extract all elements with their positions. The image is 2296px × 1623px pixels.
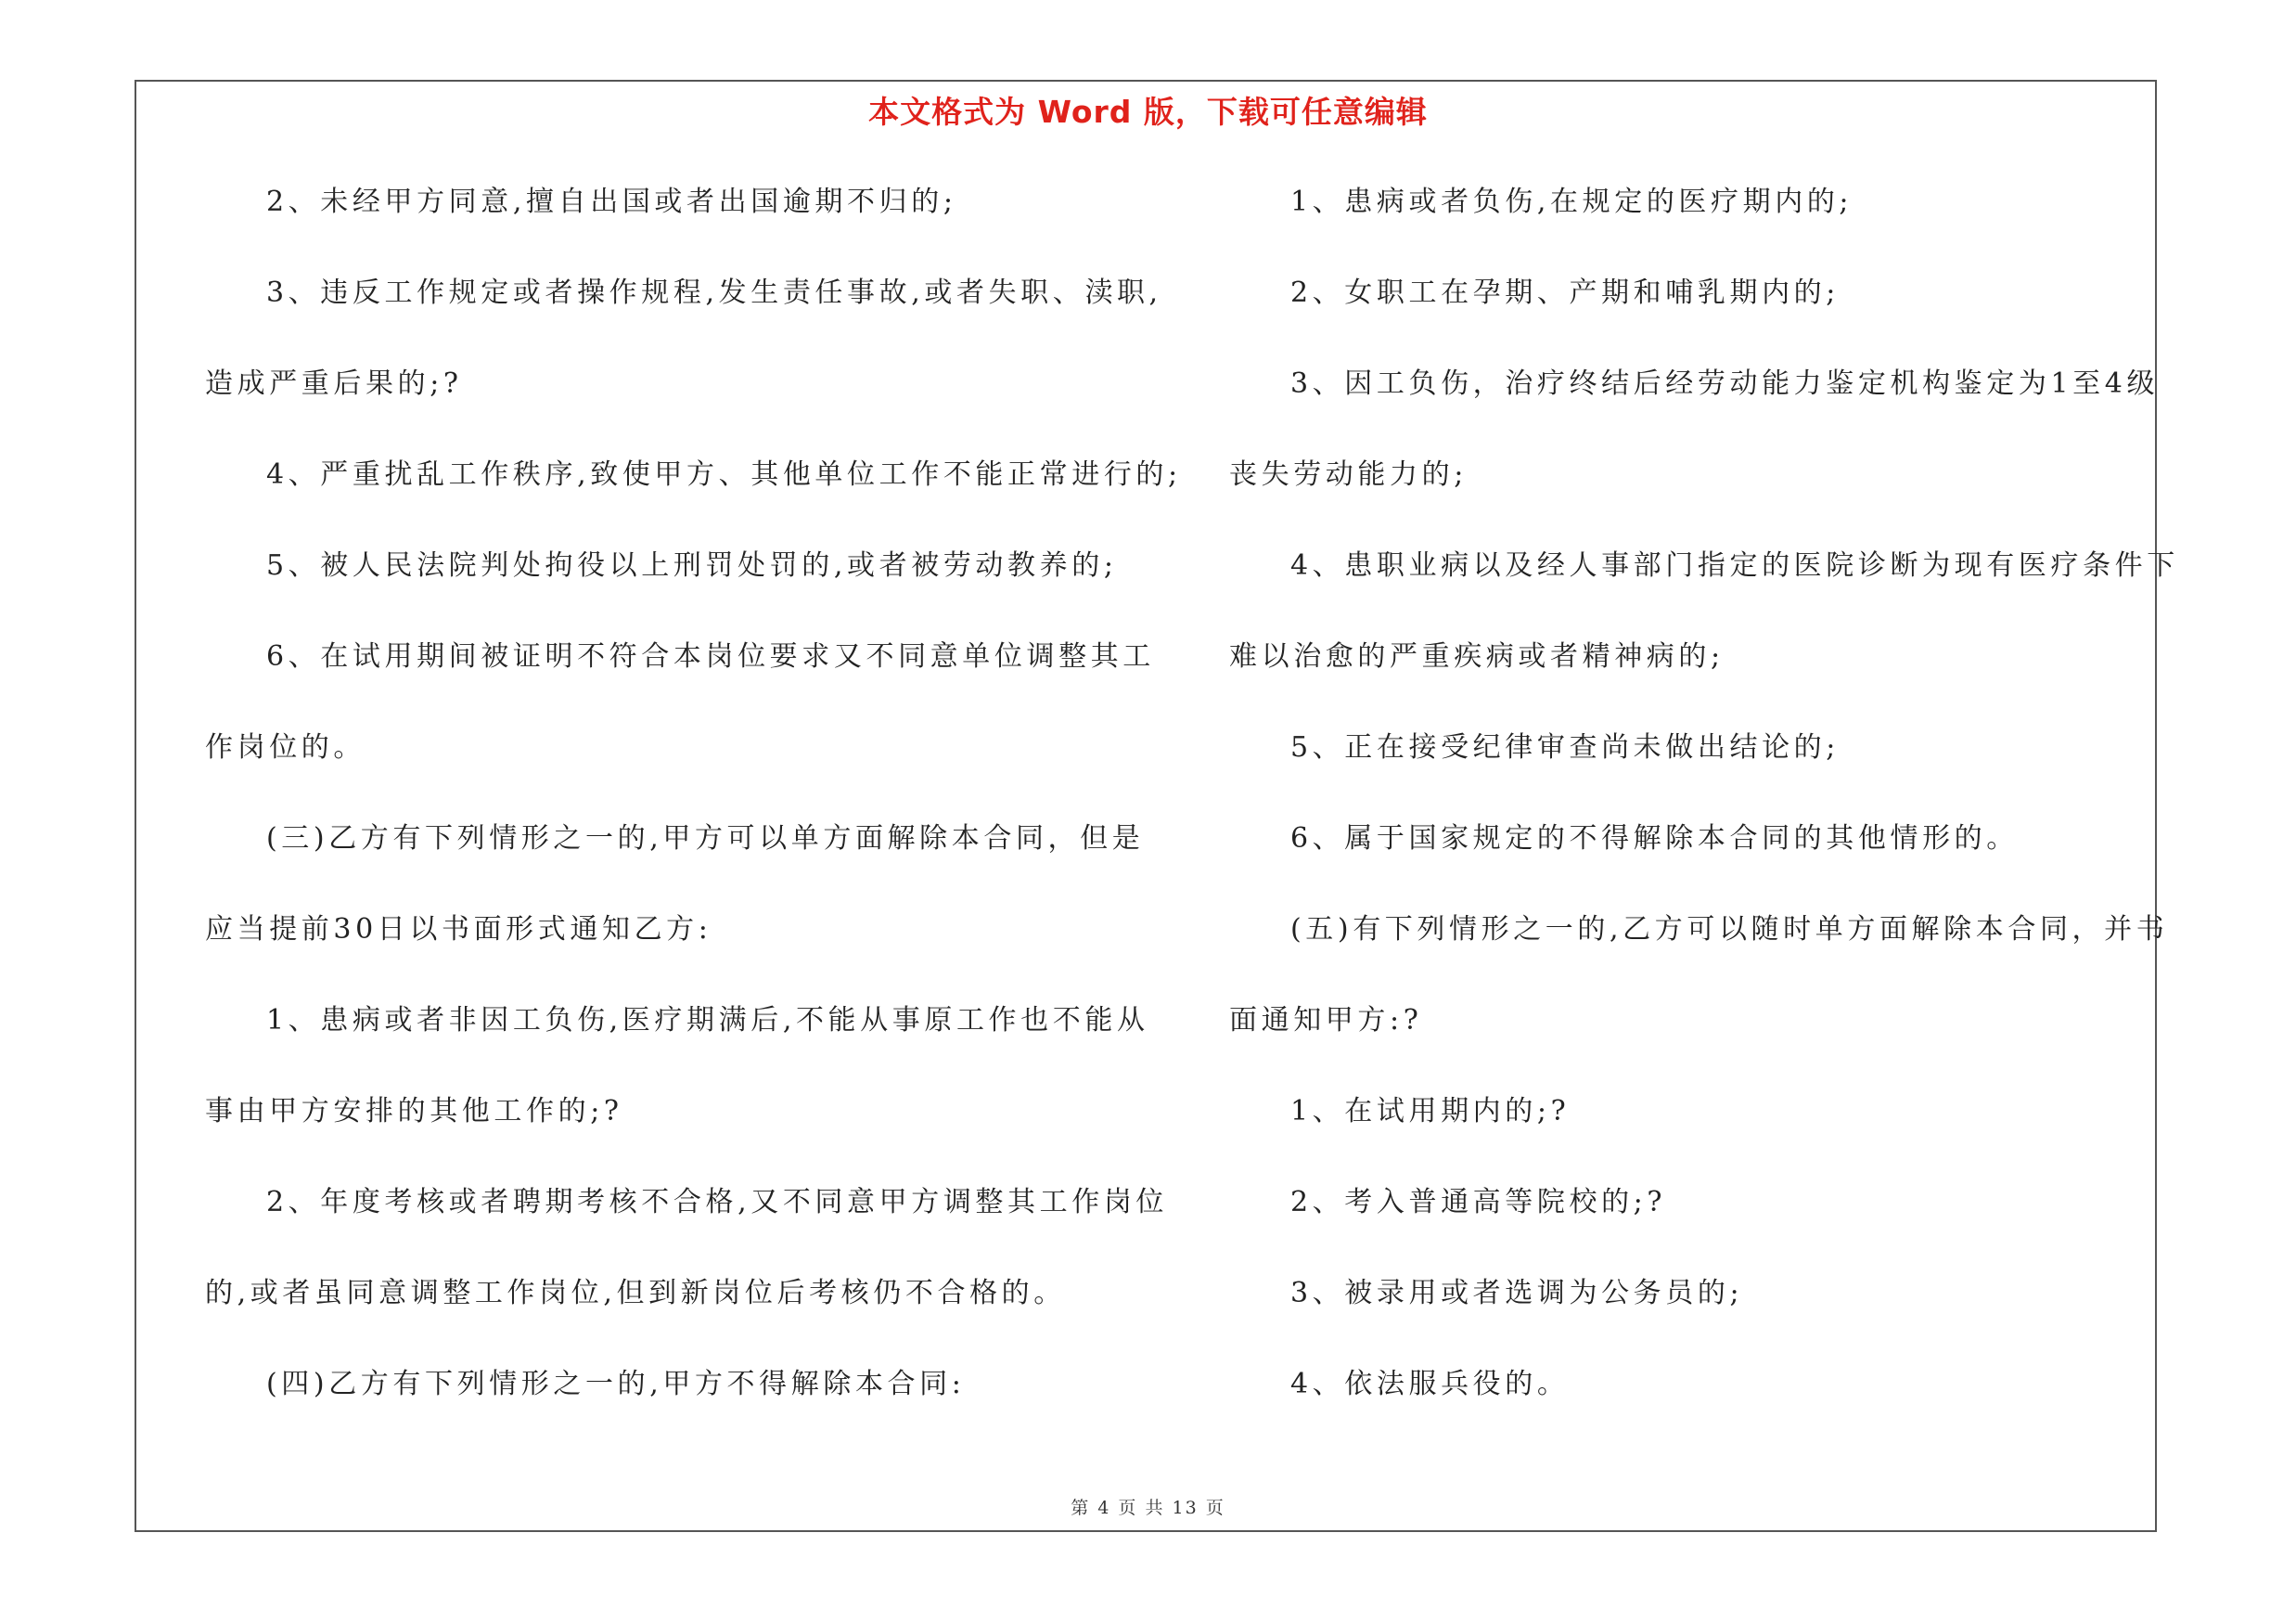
text-line: 应当提前30日以书面形式通知乙方: (205, 913, 712, 946)
text-line: 面通知甲方:? (1229, 1004, 1423, 1037)
text-line: 4、严重扰乱工作秩序,致使甲方、其他单位工作不能正常进行的; (266, 458, 1182, 491)
text-line: 2、女职工在孕期、产期和哺乳期内的; (1290, 277, 1840, 309)
text-line: 5、正在接受纪律审查尚未做出结论的; (1290, 731, 1840, 764)
text-line: 1、患病或者非因工负伤,医疗期满后,不能从事原工作也不能从 (266, 1004, 1149, 1037)
text-line: 4、依法服兵役的。 (1290, 1368, 1570, 1400)
text-line: 难以治愈的严重疾病或者精神病的; (1229, 640, 1725, 673)
text-line: (三)乙方有下列情形之一的,甲方可以单方面解除本合同，但是 (266, 822, 1145, 855)
text-line: 1、在试用期内的;? (1290, 1095, 1571, 1127)
format-banner: 本文格式为 Word 版，下载可任意编辑 (868, 94, 1428, 130)
text-line: 的,或者虽同意调整工作岗位,但到新岗位后考核仍不合格的。 (205, 1277, 1066, 1309)
text-line: (四)乙方有下列情形之一的,甲方不得解除本合同: (266, 1368, 966, 1400)
text-line: (五)有下列情形之一的,乙方可以随时单方面解除本合同，并书 (1290, 913, 2169, 946)
text-line: 6、在试用期间被证明不符合本岗位要求又不同意单位调整其工 (266, 640, 1155, 673)
text-line: 2、未经甲方同意,擅自出国或者出国逾期不归的; (266, 186, 957, 218)
text-line: 3、因工负伤，治疗终结后经劳动能力鉴定机构鉴定为1至4级 (1290, 367, 2160, 400)
text-line: 2、年度考核或者聘期考核不合格,又不同意甲方调整其工作岗位 (266, 1186, 1169, 1218)
text-line: 作岗位的。 (205, 731, 366, 764)
text-line: 造成严重后果的;? (205, 367, 463, 400)
page-number: 第 4 页 共 13 页 (1071, 1498, 1225, 1518)
text-line: 1、患病或者负伤,在规定的医疗期内的; (1290, 186, 1853, 218)
text-line: 事由甲方安排的其他工作的;? (205, 1095, 623, 1127)
text-line: 5、被人民法院判处拘役以上刑罚处罚的,或者被劳动教养的; (266, 549, 1118, 582)
text-line: 3、违反工作规定或者操作规程,发生责任事故,或者失职、渎职, (266, 277, 1162, 309)
text-line: 6、属于国家规定的不得解除本合同的其他情形的。 (1290, 822, 2019, 855)
text-line: 3、被录用或者选调为公务员的; (1290, 1277, 1744, 1309)
text-line: 4、患职业病以及经人事部门指定的医院诊断为现有医疗条件下 (1290, 549, 2179, 582)
text-line: 丧失劳动能力的; (1229, 458, 1468, 491)
text-line: 2、考入普通高等院校的;? (1290, 1186, 1667, 1218)
